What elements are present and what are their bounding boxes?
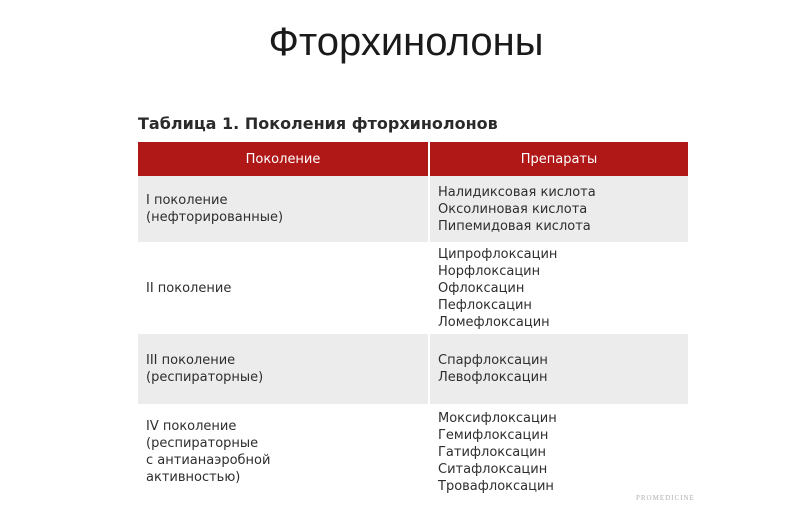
drugs-cell xyxy=(429,242,688,334)
drug-name: Пефлоксацин xyxy=(438,297,532,313)
header-drugs: Препараты xyxy=(429,142,688,176)
generation-cell xyxy=(138,334,429,404)
drugs-cell xyxy=(429,404,688,500)
generation-line: (нефторированные) xyxy=(146,210,284,225)
drug-name: Пипемидовая кислота xyxy=(438,218,591,234)
table-caption: Таблица 1. Поколения фторхинолонов xyxy=(138,114,498,133)
drug-name: Офлоксацин xyxy=(438,280,525,296)
generation-line: II поколение xyxy=(146,280,232,296)
drug-name: Гемифлоксацин xyxy=(438,427,549,443)
drug-name: Гатифлоксацин xyxy=(438,444,547,460)
table-header-row xyxy=(138,142,688,176)
header-generation: Поколение xyxy=(138,142,429,176)
table-row xyxy=(138,404,688,500)
generation-line: I поколение xyxy=(146,193,228,208)
generation-line: III поколение xyxy=(146,353,236,368)
table-row xyxy=(138,334,688,404)
drug-name: Норфлоксацин xyxy=(438,263,541,279)
generations-table xyxy=(138,142,688,500)
drugs-cell xyxy=(429,334,688,404)
generation-cell xyxy=(138,404,429,500)
slide-title: Фторхинолоны xyxy=(268,20,544,64)
drug-name: Ципрофлоксацин xyxy=(438,246,558,262)
watermark-logo: PROMEDICINE xyxy=(636,494,695,502)
drug-name: Оксолиновая кислота xyxy=(438,201,588,217)
generation-line: активностью) xyxy=(146,470,241,485)
generation-line: (респираторные) xyxy=(146,370,264,385)
table-row xyxy=(138,176,688,242)
generation-line: IV поколение xyxy=(146,419,237,434)
table-row xyxy=(138,242,688,334)
generation-cell xyxy=(138,242,429,334)
drugs-cell xyxy=(429,176,688,242)
drug-name: Моксифлоксацин xyxy=(438,410,557,426)
generation-cell xyxy=(138,176,429,242)
generation-line: (респираторные xyxy=(146,436,259,451)
drug-name: Налидиксовая кислота xyxy=(438,184,596,200)
drug-name: Ситафлоксацин xyxy=(438,461,548,477)
drug-name: Спарфлоксацин xyxy=(438,353,548,368)
drug-name: Левофлоксацин xyxy=(438,370,548,385)
generation-line: с антианаэробной xyxy=(146,453,271,468)
drug-name: Ломефлоксацин xyxy=(438,314,550,330)
drug-name: Тровафлоксацин xyxy=(438,478,554,494)
